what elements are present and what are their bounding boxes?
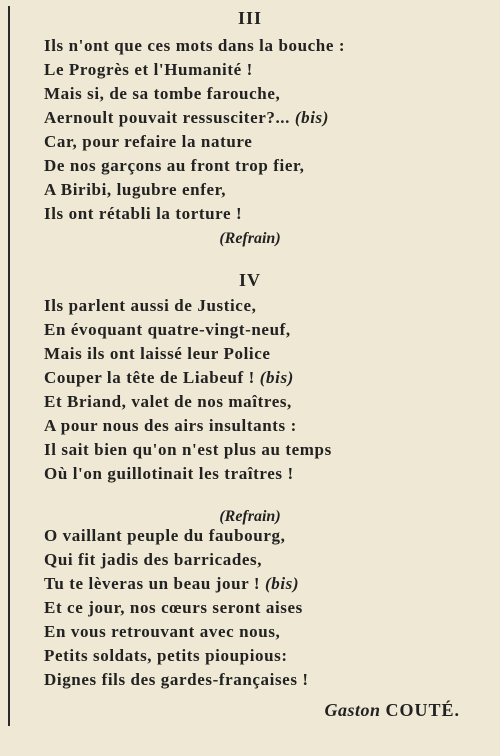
stanza-3-line-5: Car, pour refaire la nature bbox=[44, 132, 253, 151]
stanza-4-bis: (bis) bbox=[259, 368, 294, 387]
stanza-4-line-8: Où l'on guillotinait les traîtres ! bbox=[44, 464, 294, 483]
author-last-name: COUTÉ. bbox=[385, 700, 460, 720]
stanza-4-line-4-text: Couper la tête de Liabeuf ! bbox=[44, 368, 255, 387]
stanza-5-line-1: O vaillant peuple du faubourg, bbox=[44, 526, 286, 545]
stanza-4-line-5: Et Briand, valet de nos maîtres, bbox=[44, 392, 292, 411]
stanza-4-title: IV bbox=[238, 270, 261, 290]
stanza-4-line-4 bbox=[44, 368, 294, 388]
stanza-3-bis: (bis) bbox=[294, 108, 330, 127]
stanza-3-line-7: A Biribi, lugubre enfer, bbox=[44, 180, 227, 199]
stanza-4-line-6: A pour nous des airs insultants : bbox=[44, 416, 297, 435]
stanza-5-line-6: Petits soldats, petits pioupious: bbox=[44, 646, 288, 665]
stanza-3-refrain: (Refrain) bbox=[219, 230, 281, 247]
stanza-5-line-3 bbox=[44, 574, 299, 594]
stanza-3-line-8: Ils ont rétabli la torture ! bbox=[44, 204, 243, 223]
stanza-4-refrain: (Refrain) bbox=[219, 508, 281, 525]
stanza-3-line-4-text: Aernoult pouvait ressusciter?... bbox=[44, 108, 291, 127]
stanza-3-line-3: Mais si, de sa tombe farouche, bbox=[44, 84, 281, 103]
stanza-4-line-2: En évoquant quatre-vingt-neuf, bbox=[44, 320, 291, 339]
margin-rule bbox=[8, 6, 10, 726]
stanza-3-title: III bbox=[237, 8, 262, 28]
stanza-5-line-3-text: Tu te lèveras un beau jour ! bbox=[44, 574, 261, 593]
stanza-5-bis: (bis) bbox=[264, 574, 300, 593]
stanza-5-line-5: En vous retrouvant avec nous, bbox=[44, 622, 281, 641]
stanza-4-line-3: Mais ils ont laissé leur Police bbox=[44, 344, 271, 363]
stanza-5-line-4: Et ce jour, nos cœurs seront aises bbox=[44, 598, 303, 617]
stanza-3-line-6: De nos garçons au front trop fier, bbox=[44, 156, 305, 175]
author-signature bbox=[324, 700, 460, 721]
author-first-name: Gaston bbox=[324, 700, 381, 720]
stanza-4-line-7: Il sait bien qu'on n'est plus au temps bbox=[44, 440, 332, 459]
stanza-5-line-2: Qui fit jadis des barricades, bbox=[44, 550, 263, 569]
stanza-3-line-4 bbox=[44, 108, 329, 128]
stanza-3-line-2: Le Progrès et l'Humanité ! bbox=[44, 60, 253, 79]
stanza-4-line-1: Ils parlent aussi de Justice, bbox=[44, 296, 257, 315]
stanza-3-line-1: Ils n'ont que ces mots dans la bouche : bbox=[44, 36, 346, 55]
stanza-5-line-7: Dignes fils des gardes-françaises ! bbox=[44, 670, 309, 689]
